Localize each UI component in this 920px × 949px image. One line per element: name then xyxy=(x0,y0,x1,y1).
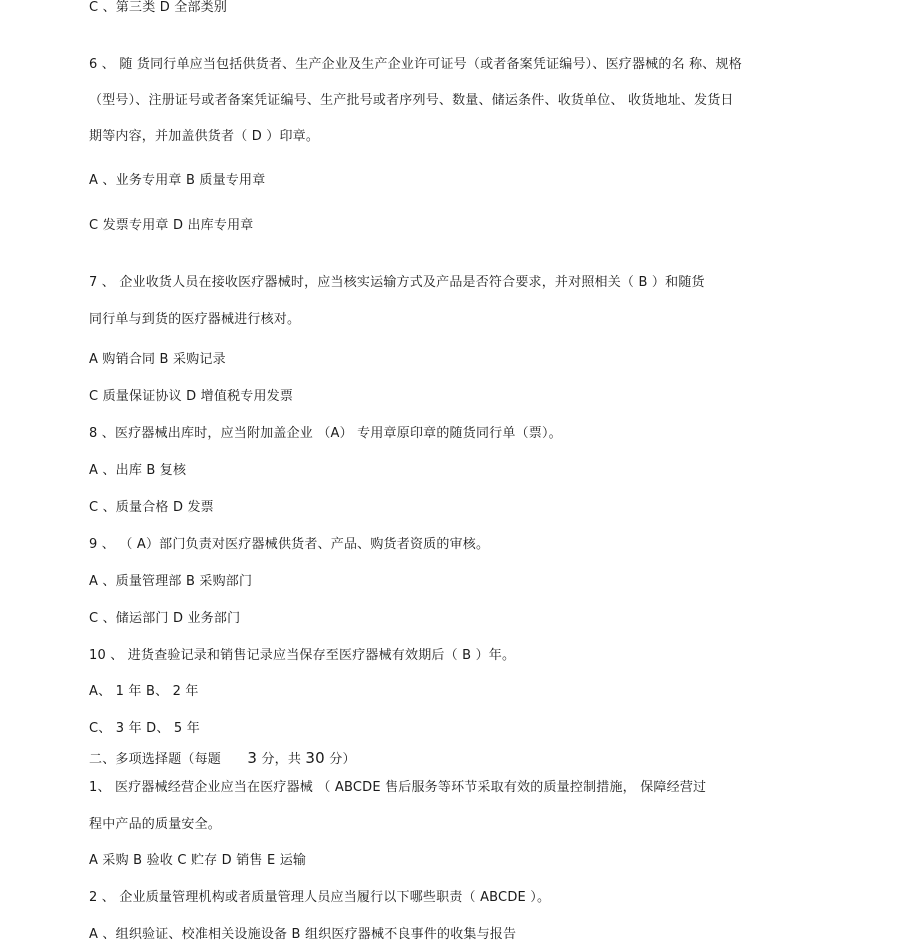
text-line: C 、储运部门 D 业务部门 xyxy=(89,611,241,626)
text-line: 8 、医疗器械出库时，应当附加盖企业 （A） 专用章原印章的随货同行单（票）。 xyxy=(89,426,562,441)
text-line: A 、业务专用章 B 质量专用章 xyxy=(89,173,266,188)
text-line: 9 、 （ A）部门负责对医疗器械供货者、产品、购货者资质的审核。 xyxy=(89,537,490,552)
text-line: A 、质量管理部 B 采购部门 xyxy=(89,574,253,589)
section-heading xyxy=(89,750,356,768)
text-line: 同行单与到货的医疗器械进行核对。 xyxy=(89,312,301,327)
section-heading-middle: 分，共 xyxy=(261,752,302,767)
text-line: A 采购 B 验收 C 贮存 D 销售 E 运输 xyxy=(89,853,307,868)
text-line: C、 3 年 D、 5 年 xyxy=(89,721,200,736)
text-line: 7 、 企业收货人员在接收医疗器械时，应当核实运输方式及产品是否符合要求，并对照相关（ B ）和随货 xyxy=(89,275,705,290)
text-line: 2 、 企业质量管理机构或者质量管理人员应当履行以下哪些职责（ ABCDE ）。 xyxy=(89,890,551,905)
section-heading-prefix: 二、多项选择题（每题 xyxy=(89,752,222,767)
section-heading-total: 30 xyxy=(305,749,325,767)
section-heading-suffix: 分） xyxy=(329,752,356,767)
text-line: （型号）、注册证号或者备案凭证编号、生产批号或者序列号、数量、储运条件、收货单位、 收货地址、发货日 xyxy=(89,93,734,108)
section-heading-score: 3 xyxy=(247,749,258,767)
text-line: C 、质量合格 D 发票 xyxy=(89,500,214,515)
text-line: 6 、 随 货同行单应当包括供货者、生产企业及生产企业许可证号（或者备案凭证编号）、医疗器械的名 称、规格 xyxy=(89,57,742,72)
text-line: C 发票专用章 D 出库专用章 xyxy=(89,218,254,233)
text-line: 程中产品的质量安全。 xyxy=(89,817,222,832)
text-line: A 、出库 B 复核 xyxy=(89,463,187,478)
text-line: C 质量保证协议 D 增值税专用发票 xyxy=(89,389,294,404)
text-line: C 、第三类 D 全部类别 xyxy=(89,0,228,15)
text-line: A、 1 年 B、 2 年 xyxy=(89,684,199,699)
text-line: 10 、 进货查验记录和销售记录应当保存至医疗器械有效期后（ B ）年。 xyxy=(89,648,516,663)
text-line: A 购销合同 B 采购记录 xyxy=(89,352,226,367)
text-line: A 、组织验证、校准相关设施设备 B 组织医疗器械不良事件的收集与报告 xyxy=(89,927,517,942)
text-line: 1、 医疗器械经营企业应当在医疗器械 （ ABCDE 售后服务等环节采取有效的质量控制措施， 保障经营过 xyxy=(89,780,707,795)
text-line: 期等内容，并加盖供货者（ D ）印章。 xyxy=(89,129,320,144)
